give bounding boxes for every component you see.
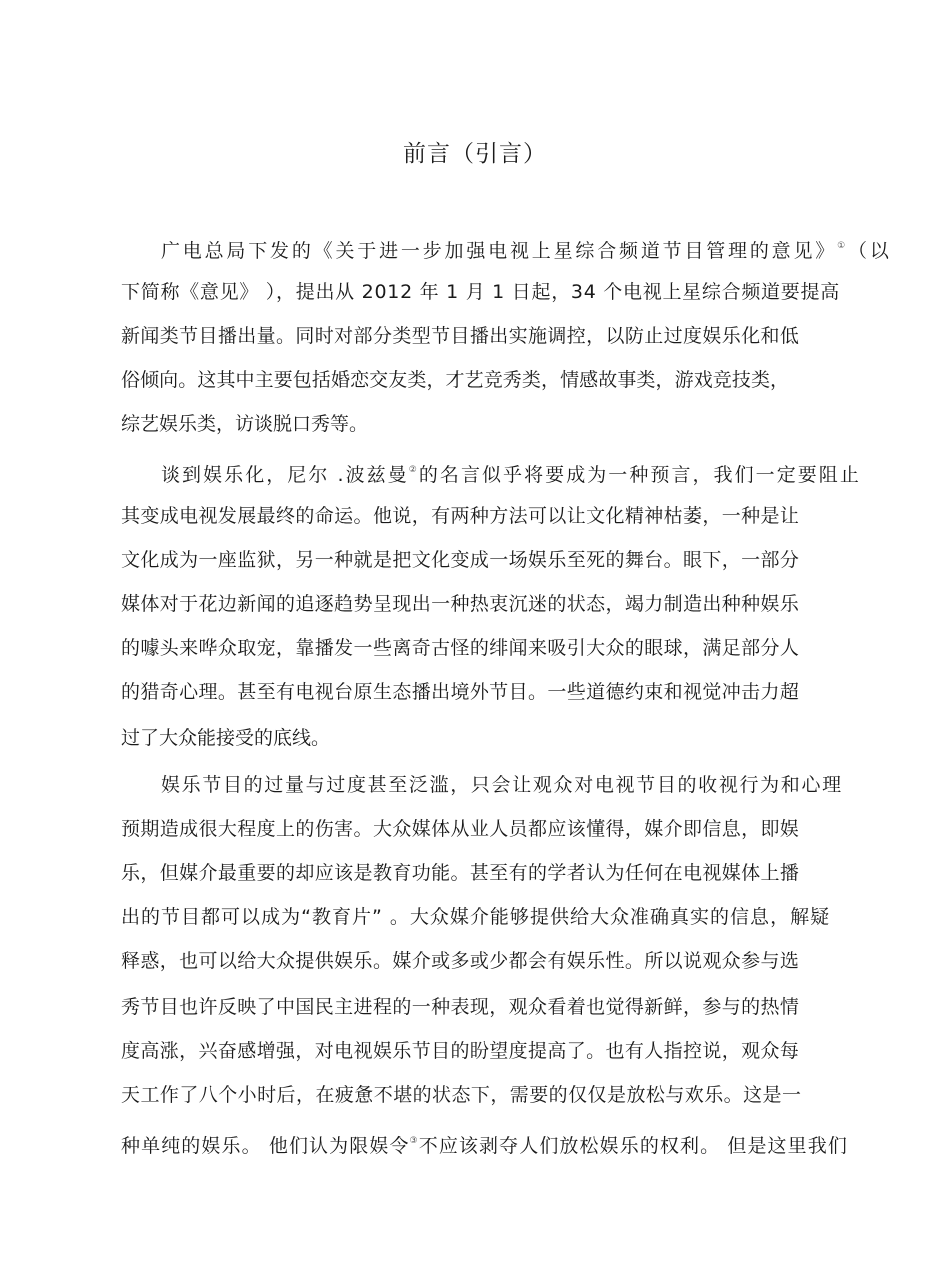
text-segment: 秀节目也许反映了中国民主进程的一种表现，观众看着也觉得新鲜，参与的热情 bbox=[121, 996, 800, 1018]
paragraph-3-line-7 bbox=[121, 1038, 799, 1064]
footnote-marker: ③ bbox=[409, 1136, 419, 1146]
text-segment: 下简称《意见》 ），提出从 2012 年 1 月 1 日起，34 个电视上星综合频道要提高 bbox=[121, 281, 840, 303]
text-segment: 广电总局下发的《关于进一步加强电视上星综合频道节目管理的意见》 bbox=[161, 240, 838, 262]
paragraph-2-line-5 bbox=[121, 635, 799, 661]
paragraph-1-line-1 bbox=[161, 233, 892, 264]
paragraph-1-line-4 bbox=[121, 367, 789, 393]
paragraph-2-line-4 bbox=[121, 591, 799, 617]
text-segment: 度高涨，兴奋感增强，对电视娱乐节目的盼望度提高了。也有人指控说，观众每 bbox=[121, 1040, 800, 1062]
page-title: 前言（引言） bbox=[403, 141, 547, 167]
text-segment: 预期造成很大程度上的伤害。大众媒体从业人员都应该懂得，媒介即信息，即娱 bbox=[121, 818, 800, 840]
paragraph-3-line-3 bbox=[121, 860, 799, 886]
text-segment: 乐，但媒介最重要的却应该是教育功能。甚至有的学者认为任何在电视媒体上播 bbox=[121, 862, 800, 884]
text-segment: 文化成为一座监狱，另一种就是把文化变成一场娱乐至死的舞台。眼下，一部分 bbox=[121, 549, 800, 571]
paragraph-3-line-1 bbox=[161, 772, 843, 798]
text-segment: 娱乐节目的过量与过度甚至泛滥，只会让观众对电视节目的收视行为和心理 bbox=[161, 774, 843, 796]
text-segment: 过了大众能接受的底线。 bbox=[121, 727, 331, 749]
paragraph-2-line-7 bbox=[121, 725, 330, 751]
footnote-marker: ① bbox=[837, 241, 849, 251]
paragraph-3-line-5 bbox=[121, 948, 799, 974]
text-segment: 其变成电视发展最终的命运。他说，有两种方法可以让文化精神枯萎，一种是让 bbox=[121, 505, 800, 527]
text-segment: 释惑，也可以给大众提供娱乐。媒介或多或少都会有娱乐性。所以说观众参与选 bbox=[121, 950, 800, 972]
text-segment: （以 bbox=[848, 240, 892, 262]
paragraph-1-line-5 bbox=[121, 411, 368, 437]
text-segment: 综艺娱乐类，访谈脱口秀等。 bbox=[121, 413, 369, 435]
text-segment: 种单纯的娱乐。 他们认为限娱令 bbox=[121, 1135, 410, 1157]
text-segment: 新闻类节目播出量。同时对部分类型节目播出实施调控，以防止过度娱乐化和低 bbox=[121, 325, 800, 347]
text-segment: 俗倾向。这其中主要包括婚恋交友类，才艺竞秀类，情感故事类，游戏竞技类， bbox=[121, 369, 790, 391]
paragraph-2-line-6 bbox=[121, 679, 799, 705]
text-segment: 媒体对于花边新闻的追逐趋势呈现出一种热衷沉迷的状态，竭力制造出种种娱乐 bbox=[121, 593, 800, 615]
paragraph-3-line-4 bbox=[121, 904, 830, 930]
footnote-marker: ② bbox=[408, 465, 419, 475]
paragraph-3-line-2 bbox=[121, 816, 799, 842]
paragraph-3-line-6 bbox=[121, 994, 799, 1020]
paragraph-2-line-2 bbox=[121, 503, 799, 529]
text-segment: 出的节目都可以成为“教育片” 。大众媒介能够提供给大众准确真实的信息，解疑 bbox=[121, 906, 831, 928]
paragraph-1-line-3 bbox=[121, 323, 799, 349]
text-segment: 不应该剥夺人们放松娱乐的权利。 但是这里我们 bbox=[418, 1135, 848, 1157]
paragraph-3-line-9 bbox=[121, 1128, 848, 1159]
text-segment: 的名言似乎将要成为一种预言，我们一定要阻止 bbox=[418, 464, 861, 486]
paragraph-2-line-3 bbox=[121, 547, 799, 573]
text-segment: 的猎奇心理。甚至有电视台原生态播出境外节目。一些道德约束和视觉冲击力超 bbox=[121, 681, 800, 703]
text-segment: 的噱头来哗众取宠，靠播发一些离奇古怪的绯闻来吸引大众的眼球，满足部分人 bbox=[121, 637, 800, 659]
text-segment: 谈到娱乐化，尼尔 .波兹曼 bbox=[161, 464, 409, 486]
paragraph-3-line-8 bbox=[121, 1082, 801, 1108]
paragraph-1-line-2 bbox=[121, 279, 840, 305]
paragraph-2-line-1 bbox=[161, 457, 861, 488]
text-segment: 天工作了八个小时后，在疲惫不堪的状态下，需要的仅仅是放松与欢乐。这是一 bbox=[121, 1084, 802, 1106]
